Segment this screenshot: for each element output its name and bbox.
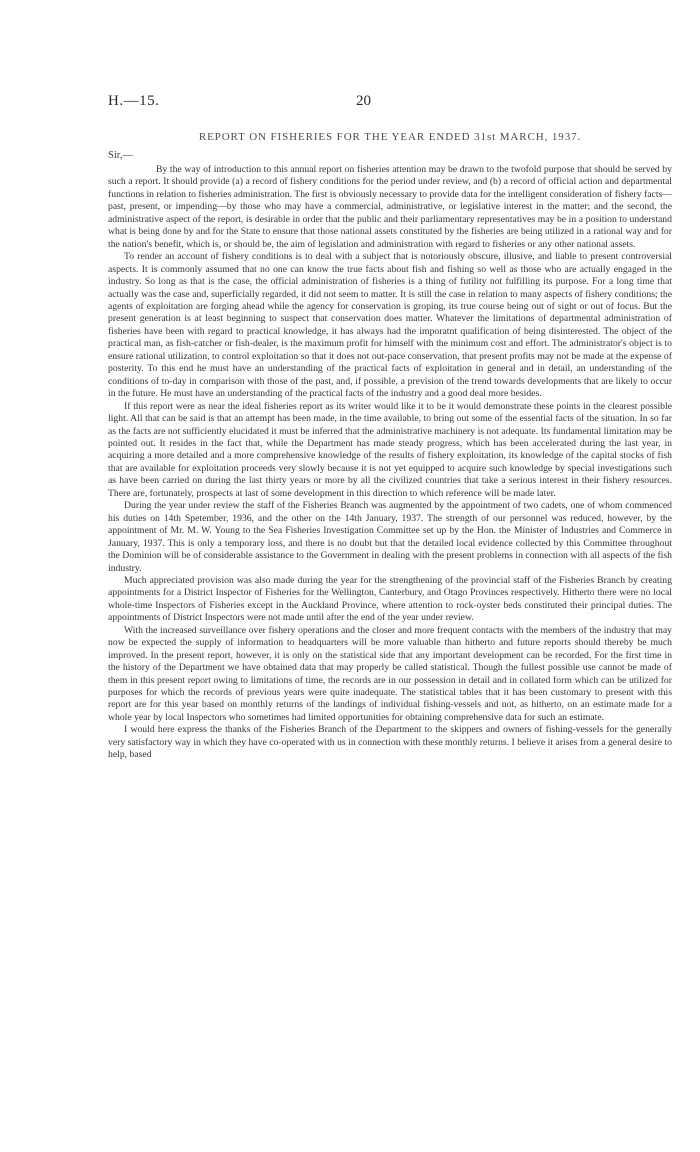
report-body bbox=[108, 164, 672, 762]
paragraph-introduction: By the way of introduction to this annual report on fisheries attention may be drawn to the twofold purpose that should be served by such a report. It should provide (a) a record of fishery conditions for the period under review, and (b) a record of official action and departmental functions in relation to fisheries administration. The first is obviously necessary to provide data for the intelligent consideration of fishery facts—past, present, or impending—by those who may have a commercial, administrative, or legislative interest in the matter; and the second, the administrative aspect of the report, is desirable in order that the public and their parliamentary representatives may be in a position to understand what is being done by and for the State to ensure that those national assets constituted by the fisheries are being utilized in a rational way and for the nation's benefit, which is, or should be, the aim of legislation and administration with regard to fisheries or any other national assets. bbox=[108, 164, 672, 250]
paragraph-provincial-staff: Much appreciated provision was also made during the year for the strengthening of the provincial staff of the Fisheries Branch by creating appointments for a District Inspector of Fisheries for the Wellington, Canterbury, and Otago Provinces respectively. Hitherto there were no local whole-time Inspectors of Fisheries except in the Auckland Province, where attention to rock-oyster beds constituted their principal duties. The appointments of District Inspectors were not made until after the end of the year under review. bbox=[108, 574, 672, 624]
paragraph-staff: During the year under review the staff of the Fisheries Branch was augmented by the appointment of two cadets, one of whom commenced his duties on 14th Spetember, 1936, and the other on the 14th January, 1937. The strength of our personnel was reduced, however, by the appointment of Mr. M. W. Young to the Sea Fisheries Investigation Committee set up by the Hon. the Minister of Industries and Commerce in January, 1937. This is only a temporary loss, and there is no doubt but that the detailed local evidence collected by this Committee throughout the Dominion will be of considerable assistance to the Government in dealing with the present problems in connection with all aspects of the fish industry. bbox=[108, 500, 672, 574]
document-code: H.—15. bbox=[108, 93, 160, 109]
page-number: 20 bbox=[356, 93, 371, 109]
page-header bbox=[0, 93, 700, 113]
paragraph-thanks: I would here express the thanks of the Fisheries Branch of the Department to the skippers and owners of fishing-vessels for the generally very satisfactory way in which they have co-operated with us in connection with these monthly returns. I believe it arises from a general desire to help, based bbox=[108, 724, 672, 761]
paragraph-ideal-report: If this report were as near the ideal fisheries report as its writer would like it to be it would demonstrate these points in the clearest possible light. All that can be said is that an attempt has been made, in the time available, to bring out some of the essential facts of the situation. In so far as the facts are not sufficiently elucidated it must be inferred that the administrative machinery is not adequate. Its fundamental limitation may be pointed out. It resides in the fact that, while the Department has made steady progress, which has been accelerated during the last year, in acquiring a more detailed and a more comprehensive knowledge of the results of fishery exploitation, its knowledge of the capital stocks of fish that are available for exploitation proceeds very slowly because it is not yet equipped to acquire such knowledge by special investigations such as have been carried on during the last thirty years or more by all the civilized countries that take a serious interest in their fishery resources. There are, fortunately, prospects at last of some development in this direction to which reference will be made later. bbox=[108, 400, 672, 499]
paragraph-statistics: With the increased surveillance over fishery operations and the closer and more frequent contacts with the members of the industry that may now be expected the supply of information to headquarters will be more valuable than hitherto and future reports should thereby be much improved. In the present report, however, it is only on the statistical side that any important development can be recorded. For the first time in the history of the Department we have obtained data that may properly be called statistical. Though the fullest possible use cannot be made of them in this present report owing to limitations of time, the records are in our possession in detail and in collated form which can be utilized for purposes for which the records of previous years were quite inadequate. The statistical tables that it has been customary to present with this report are for this year based on monthly returns of the landings of individual fishing-vessels and not, as hitherto, on an estimate made for a whole year by local Inspectors who sometimes had limited opportunities for obtaining comprehensive data for such an estimate. bbox=[108, 624, 672, 723]
salutation: Sir,— bbox=[108, 150, 133, 161]
report-title: REPORT ON FISHERIES FOR THE YEAR ENDED 31st MARCH, 1937. bbox=[198, 131, 582, 143]
paragraph-fishery-conditions: To render an account of fishery conditions is to deal with a subject that is notoriously obscure, illusive, and liable to present controversial aspects. It is commonly assumed that no one can know the true facts about fish and fishing so well as those who are actually engaged in the industry. So long as that is the case, the official administration of fisheries is a thing of futility not fulfilling its purpose. For a long time that actually was the case and, superficially regarded, it did not seem to matter. It is still the case in relation to many aspects of fishery conditions; the agents of exploitation are forging ahead while the agency for conservation is groping, its true course being out of sight or out of focus. But the present generation is at least beginning to suspect that conservation does matter. Whatever the limitations of departmental administration of fisheries have been with regard to practical knowledge, it has always had the imporatnt qualification of being disinterested. The object of the practical man, as fish-catcher or fish-dealer, is the maximum profit for himself with the minimum cost and effort. The administrator's object is to ensure rational utilization, to control exploitation so that it does not out-pace conservation, that present profits may not be made at the expense of posterity. To this end he must have an understanding of the practical facts of exploitation in general and in detail, an understanding of the conditions of to-day in comparison with those of the past, and, if possible, a prevision of the trend towards developments that are likely to occur in the future. He must have an understanding of the practical facts of the industry and a good deal more besides. bbox=[108, 251, 672, 400]
